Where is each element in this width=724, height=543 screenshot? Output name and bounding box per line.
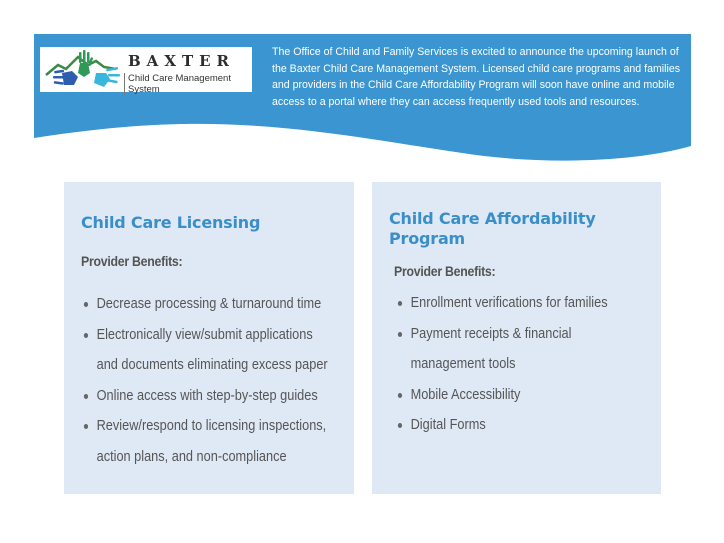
logo-title: BAXTER	[128, 52, 236, 70]
benefits-label: Provider Benefits:	[394, 263, 496, 279]
list-item-text: Electronically view/submit applications	[96, 325, 313, 343]
list-item	[83, 320, 338, 381]
benefits-list	[397, 288, 697, 441]
list-item	[397, 319, 652, 380]
bullet-icon	[84, 394, 88, 399]
bullet-icon	[398, 301, 402, 306]
list-item-text: action plans, and non-compliance	[96, 447, 287, 465]
header-banner	[34, 34, 691, 162]
list-item-text: Enrollment verifications for families	[410, 294, 608, 311]
list-item	[397, 288, 652, 319]
list-item-text: Online access with step-by-step guides	[96, 386, 318, 404]
list-item-text: Review/respond to licensing inspections,	[96, 417, 327, 435]
list-item	[83, 289, 338, 320]
list-item	[397, 380, 652, 411]
logo-subtitle: Child Care Management System	[124, 73, 252, 95]
list-item-text: management tools	[410, 355, 516, 373]
list-item	[83, 411, 338, 472]
bullet-icon	[398, 332, 402, 337]
card-child-care-affordability-program	[372, 182, 661, 494]
bullet-icon	[84, 424, 88, 429]
baxter-logo	[40, 47, 252, 95]
card-title: Child Care Affordability Program	[389, 209, 596, 248]
list-item-text: Digital Forms	[410, 416, 486, 434]
bullet-icon	[398, 423, 402, 428]
hands-mountains-logo-icon	[44, 49, 128, 91]
bullet-icon	[84, 333, 88, 338]
bullet-icon	[84, 302, 88, 307]
list-item-text: Mobile Accessibility	[410, 385, 521, 403]
list-item	[397, 410, 652, 441]
list-item-text: Payment receipts & financial	[410, 324, 572, 342]
bullet-icon	[398, 393, 402, 398]
intro-paragraph: The Office of Child and Family Services is excited to announce the upcoming launch of the Baxter Child Care Management System. Licensed child care programs and families and providers in the Child Care Affordability Program will soon have online and mobile access to a portal where they can access frequently used tools and resources.	[272, 46, 681, 108]
benefits-label: Provider Benefits:	[81, 253, 183, 269]
card-title: Child Care Licensing	[81, 213, 261, 232]
card-child-care-licensing	[64, 182, 354, 494]
benefits-list	[83, 289, 383, 473]
list-item-text: and documents eliminating excess paper	[96, 356, 328, 374]
list-item	[83, 381, 338, 412]
list-item-text: Decrease processing & turnaround time	[96, 295, 322, 312]
